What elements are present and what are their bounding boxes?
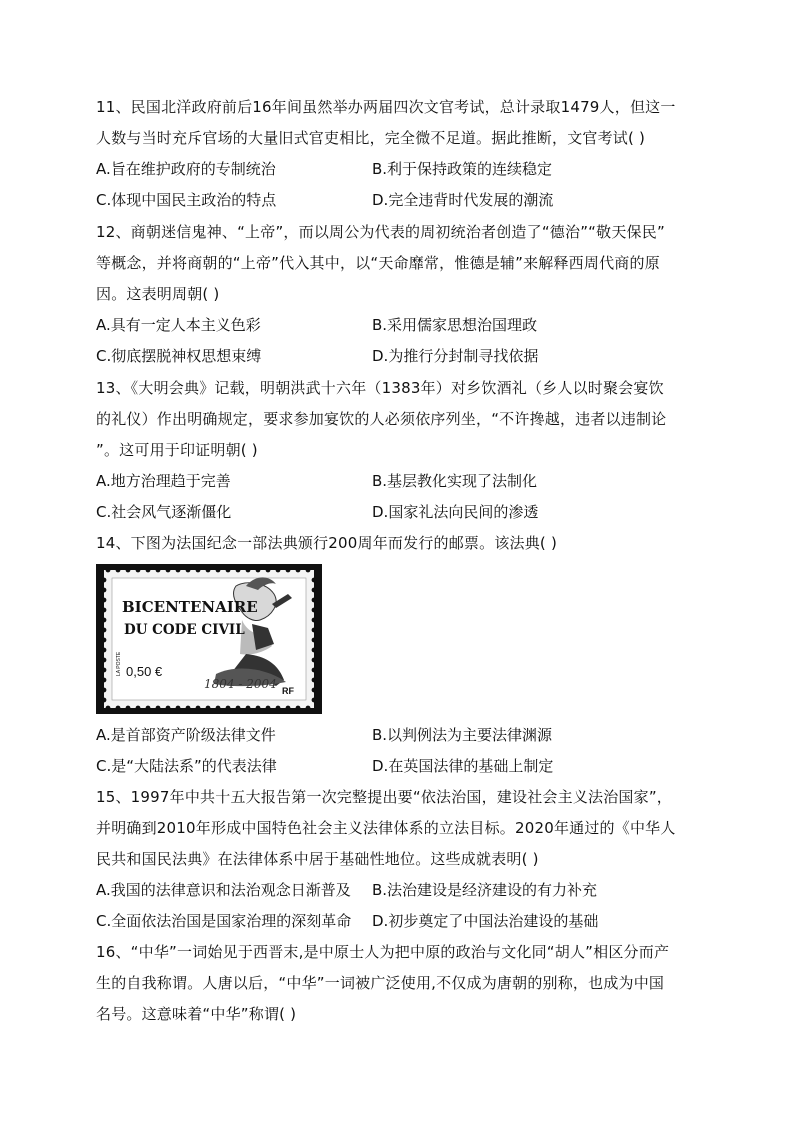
q15-stem-line3: 民共和国民法典》在法律体系中居于基础性地位。这些成就表明( ) xyxy=(96,850,539,868)
q11-stem-line2: 人数与当时充斥官场的大量旧式官吏相比，完全微不足道。据此推断，文官考试( ) xyxy=(96,129,646,147)
q15-option-c: C.全面依法治国是国家治理的深刻革命 xyxy=(96,912,352,930)
q14-option-d: D.在英国法律的基础上制定 xyxy=(372,757,554,775)
q11-option-a: A.旨在维护政府的专制统治 xyxy=(96,160,276,178)
q13-option-d: D.国家礼法向民间的渗透 xyxy=(372,503,539,521)
q11-option-b: B.利于保持政策的连续稳定 xyxy=(372,160,553,178)
code-civil-stamp-image xyxy=(96,564,322,714)
q15-stem-line1: 15、1997年中共十五大报告第一次完整提出要“依法治国，建设社会主义法治国家”， xyxy=(96,788,673,806)
stamp-years: 1804 - 2004 xyxy=(204,677,277,691)
q12-option-d: D.为推行分封制寻找依据 xyxy=(372,347,539,365)
q11-option-c: C.体现中国民主政治的特点 xyxy=(96,191,277,209)
q13-option-b: B.基层教化实现了法制化 xyxy=(372,472,538,490)
q13-option-c: C.社会风气逐渐僵化 xyxy=(96,503,232,521)
q14-option-a: A.是首部资产阶级法律文件 xyxy=(96,726,276,744)
q15-stem-line2: 并明确到2010年形成中国特色社会主义法律体系的立法目标。2020年通过的《中华人 xyxy=(96,819,676,837)
q14-stem-line1: 14、下图为法国纪念一部法典颁行200周年而发行的邮票。该法典( ) xyxy=(96,534,557,552)
stamp-title-line1: BICENTENAIRE xyxy=(122,598,258,616)
q13-stem-line3: ”。这可用于印证明朝( ) xyxy=(96,441,258,459)
q14-option-b: B.以判例法为主要法律渊源 xyxy=(372,726,553,744)
q16-stem-line2: 生的自我称谓。人唐以后，“中华”一词被广泛使用,不仅成为唐朝的别称，也成为中国 xyxy=(96,974,665,992)
q15-option-b: B.法治建设是经济建设的有力补充 xyxy=(372,881,598,899)
q16-stem-line3: 名号。这意味着“中华”称谓( ) xyxy=(96,1005,297,1023)
q14-option-c: C.是“大陆法系”的代表法律 xyxy=(96,757,277,775)
stamp-title-line2: DU CODE CIVIL xyxy=(124,622,245,638)
q11-stem-line1: 11、民国北洋政府前后16年间虽然举办两届四次文官考试，总计录取1479人，但这一 xyxy=(96,98,676,116)
q13-stem-line2: 的礼仪）作出明确规定，要求参加宴饮的人必须依序列坐，“不许搀越，违者以违制论 xyxy=(96,410,667,428)
q15-option-d: D.初步奠定了中国法治建设的基础 xyxy=(372,912,599,930)
q16-stem-line1: 16、“中华”一词始见于西晋末,是中原士人为把中原的政治与文化同“胡人”相区分而产 xyxy=(96,943,670,961)
q13-option-a: A.地方治理趋于完善 xyxy=(96,472,231,490)
q15-option-a: A.我国的法律意识和法治观念日渐普及 xyxy=(96,881,351,899)
q12-stem-line1: 12、商朝迷信鬼神、“上帝”，而以周公为代表的周初统治者创造了“德治”“敬天保民” xyxy=(96,223,665,241)
stamp-value: 0,50 € xyxy=(126,664,163,679)
q11-option-d: D.完全违背时代发展的潮流 xyxy=(372,191,554,209)
q12-option-b: B.采用儒家思想治国理政 xyxy=(372,316,538,334)
q12-option-a: A.具有一定人本主义色彩 xyxy=(96,316,261,334)
q12-stem-line2: 等概念，并将商朝的“上帝”代入其中，以“天命靡常，惟德是辅”来解释西周代商的原 xyxy=(96,254,660,272)
stamp-postal-mark: LA POSTE xyxy=(116,651,122,676)
q12-stem-line3: 因。这表明周朝( ) xyxy=(96,285,220,303)
stamp-country: RF xyxy=(282,686,294,696)
q13-stem-line1: 13、《大明会典》记载，明朝洪武十六年（1383年）对乡饮酒礼（乡人以时聚会宴饮 xyxy=(96,379,664,397)
q12-option-c: C.彻底摆脱神权思想束缚 xyxy=(96,347,262,365)
